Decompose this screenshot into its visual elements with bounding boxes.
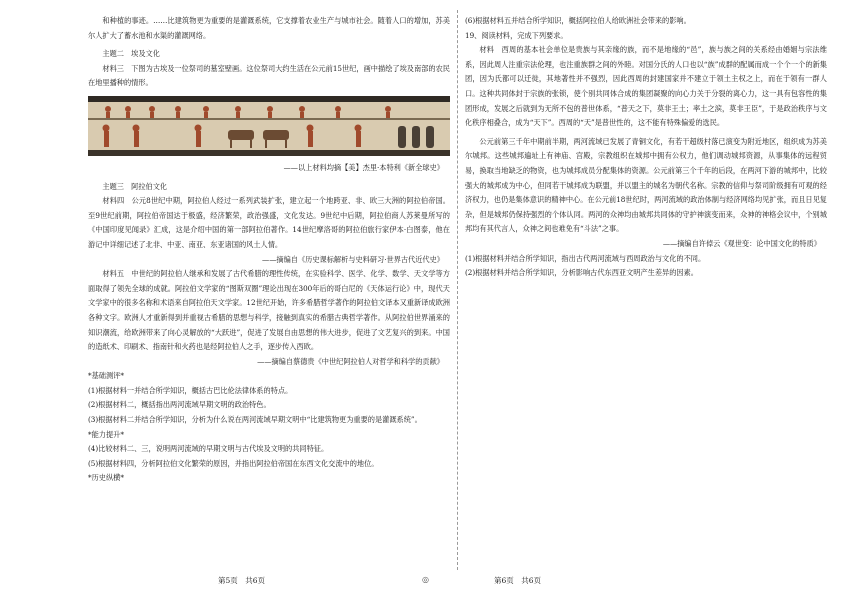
material-5: 材料五 中世纪的阿拉伯人继承和发展了古代希腊的理性传统，在实验科学、医学、化学、数学、天文学等方面取得了领先全球的成就。阿拉伯文学家的“图斯双圈”理论出现在300年后的哥白尼的《天体运行论》中，现代天文学家中的很多名称和术语来自阿拉伯天文学家。12世纪开始，许多希腊哲学著作的阿拉伯文译本又重新译成欧洲各种文字。欧洲人才重新得到并重视古希腊的思想与科学，接触到真实的希腊古典哲学著作。从阿拉伯世界涌来的知识潮流，给欧洲带来了向心灵解放的“大跃进”，促进了发展自由思想的伟大进步，促进了文艺复兴的到来。中国的造纸术、印刷术、指南针和火药也是经阿拉伯人之手，逐步传入西欧。	[88, 269, 450, 352]
page-number-left: 第5页 共6页	[218, 576, 266, 585]
q19-material-paragraph-1: 材料 西周的基本社会单位是贵族与其亲缘的族，而不是地缘的“邑”，族与族之间的关系经由婚姻与宗法维系，因此周人注重宗法伦理，也注重族群之间的外睦。对国分氏的人口也以“族”成群的配属而成一个个一个的新集团，因为氏都可以迁徙，其地著性并不强烈，因此西周的封建国家并不建立于领土主权之上，而在于领有一群人口。这种共同体封于宗族的张锁，使个别共同体合成的集团凝聚的向心力关于分裂的离心力，这一具有包容性的集团形成，发展之后就到为无所不包的普世体系，“普天之下，莫非王土；率土之滨，莫非王臣”，于是政治秩序与文化秩序相叠合，成为“天下”。西周的“天”是普世性的，这不能有特殊偏爱的选民。	[465, 45, 827, 128]
material-5-source: ——摘编自蔡德贵《中世纪阿拉伯人对哲学和科学的贡献》	[257, 356, 444, 366]
left-column	[88, 14, 450, 486]
egyptian-tomb-mural-image	[88, 96, 450, 156]
question-3: (3)根据材料二并结合所学知识，分析为什么说在两河流域早期文明中“比建筑物更为重要的是灌溉系统”。	[88, 415, 422, 425]
material-intro: 和种植的事迹。……比建筑物更为重要的是灌溉系统，它支撑着农业生产与城市社会。随着人口的增加，苏美尔人扩大了蓄水池和水渠的灌溉网络。	[88, 16, 450, 40]
question-1: (1)根据材料一并结合所学知识，概括古巴比伦法律体系的特点。	[88, 385, 293, 395]
question-6: (6)根据材料五并结合所学知识，概括阿拉伯人给欧洲社会带来的影响。	[465, 16, 691, 25]
theme-3-heading: 主题三 阿拉伯文化	[102, 181, 168, 191]
question-4: (4)比较材料二、三，说明两河流域的早期文明与古代埃及文明的共同特征。	[88, 444, 329, 454]
material-4: 材料四 公元8世纪中期，阿拉伯人经过一系列武装扩张，建立起一个地跨亚、非、欧三大洲的阿拉伯帝国。至9世纪前期，阿拉伯帝国达于极盛，经济繁荣，政治强盛，文化发达。9世纪中后期，阿拉伯商人苏莱曼所写的《中国印度见闻录》汇成，这是介绍中国的第一部阿拉伯著作。14世纪摩洛哥的阿拉伯旅行家伊本·白图泰，他在游记中详细记述了北非、中亚、南亚、东亚诸国的风土人情。	[88, 196, 450, 249]
section-ability: *能力提升*	[88, 429, 124, 439]
material-3: 材料三 下图为古埃及一位祭司的墓室壁画。这位祭司大约生活在公元前15世纪，画中描绘了埃及南部的农民在地里播种的情形。	[88, 63, 450, 88]
q19-material-source: ——摘编自许倬云《观世变：论中国文化的特质》	[662, 238, 821, 248]
material-4-source: ——摘编自《历史课标解析与史料研习·世界古代近代史》	[262, 254, 444, 264]
question-5: (5)根据材料四，分析阿拉伯文化繁荣的原因，并指出阿拉伯帝国在东西文化交流中的地位。	[88, 458, 379, 468]
question-19-heading: 19、阅读材料，完成下列要求。	[465, 30, 568, 40]
section-history: *历史纵横*	[88, 473, 124, 483]
question-2: (2)根据材料二，概括指出两河流域早期文明的政治特色。	[88, 400, 271, 410]
column-divider	[457, 10, 458, 570]
q19-question-1: (1)根据材料并结合所学知识，指出古代两河流域与西周政治与文化的不同。	[465, 253, 706, 263]
right-column	[465, 14, 827, 281]
theme-2-heading: 主题二 埃及文化	[102, 49, 160, 59]
page-number-right: 第6页 共6页	[494, 576, 542, 585]
binding-mark-icon: ◎	[422, 575, 429, 584]
q19-question-2: (2)根据材料并结合所学知识，分析影响古代东西亚文明产生差异的因素。	[465, 268, 698, 278]
q19-material-paragraph-2: 公元前第三千年中期前半期，两河流域已发展了青铜文化，有若干超级村落已演变为附近地区，组织成为苏美尔城邦。这些城邦遍址上有神庙、宫殿，宗教组织在城邦中拥有公权力，他们调动城邦资源，从事集体的远程贸易，换取当地缺乏的物资，也为城邦成员分配集体的资源。公元前第三个千年的后段，在两河下游的城邦中，比较强大的城邦成为中心，但同若干城邦成为联盟，并以盟主的城名为朝代名称。宗教的信仰与祭司阶级拥有可观的经济权力，也仍是集体意识的精神中心。在公元前18世纪时，两河流域的政治体制与经济网络均见扩张，而且日见复杂，但是城邦仍保持强烈的个体认同。两河的众神均由城邦共同体的守护神演变而来，众神的神格会议中，个别城邦均有其代言人，众神之间也难免有“斗法”之事。	[465, 136, 827, 234]
material-3-source: ——以上材料均摘【美】杰里·本特利《新全球史》	[283, 162, 444, 172]
section-basic-test: *基础测评*	[88, 371, 124, 381]
